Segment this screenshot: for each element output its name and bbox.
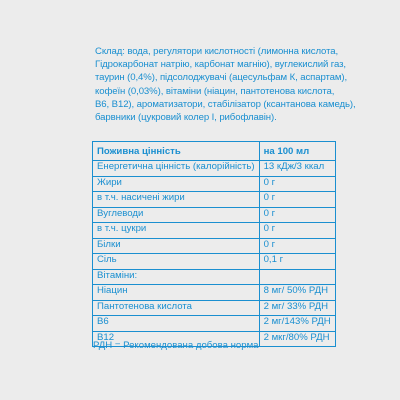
row-value — [259, 269, 335, 285]
row-value: 0 г — [259, 192, 335, 208]
table-header-row — [93, 142, 336, 161]
ingredients-line: Склад: вода, регулятори кислотності (лимонна кислота, — [95, 46, 339, 57]
ingredients-line: таурин (0,4%), підсолоджувачі (ацесульфам К, аспартам), — [95, 72, 348, 84]
table-row — [93, 223, 336, 239]
row-name: В6 — [93, 316, 260, 332]
row-value: 0 г — [259, 223, 335, 239]
ingredients-line: Гідрокарбонат натрію, карбонат магнію), вуглекислий газ, — [95, 59, 346, 71]
table-row — [93, 269, 336, 285]
row-name: Вуглеводи — [93, 207, 260, 223]
table-row — [93, 285, 336, 301]
row-value: 2 мг/143% РДН — [259, 316, 335, 332]
header-value: на 100 мл — [259, 142, 335, 161]
ingredients-line: барвники (цукровий колер I, рибофлавін). — [95, 112, 277, 124]
row-name: Вітаміни: — [93, 269, 260, 285]
table-row — [93, 192, 336, 208]
row-name: В12 — [93, 331, 260, 347]
row-name: Пантотенова кислота — [93, 300, 260, 316]
footnote: РДН = Рекомендована добова норма — [93, 340, 259, 351]
row-name: Жири — [93, 176, 260, 192]
row-value: 0 г — [259, 207, 335, 223]
row-name: в т.ч. насичені жири — [93, 192, 260, 208]
table-row — [93, 316, 336, 332]
table-row — [93, 207, 336, 223]
table-row — [93, 300, 336, 316]
table-row — [93, 161, 336, 177]
row-value: 0 г — [259, 176, 335, 192]
ingredients-text — [95, 45, 357, 124]
table-row — [93, 254, 336, 270]
row-name: Енергетична цінність (калорійність) — [93, 161, 260, 177]
row-value: 0 г — [259, 238, 335, 254]
table-row — [93, 238, 336, 254]
table-row — [93, 176, 336, 192]
row-value: 0,1 г — [259, 254, 335, 270]
row-value: 2 мкг/80% РДН — [259, 331, 335, 347]
ingredients-line: В6, В12), ароматизатори, стабілізатор (ксантанова камедь), — [95, 98, 356, 110]
nutrition-table — [92, 141, 336, 347]
row-name: в т.ч. цукри — [93, 223, 260, 239]
row-value: 13 кДж/3 ккал — [259, 161, 335, 177]
row-name: Ніацин — [93, 285, 260, 301]
row-value: 2 мг/ 33% РДН — [259, 300, 335, 316]
row-name: Білки — [93, 238, 260, 254]
row-value: 8 мг/ 50% РДН — [259, 285, 335, 301]
row-name: Сіль — [93, 254, 260, 270]
header-name: Поживна цінність — [93, 142, 260, 161]
ingredients-line: кофеїн (0,03%), вітаміни (ніацин, пантотенова кислота, — [95, 85, 335, 97]
